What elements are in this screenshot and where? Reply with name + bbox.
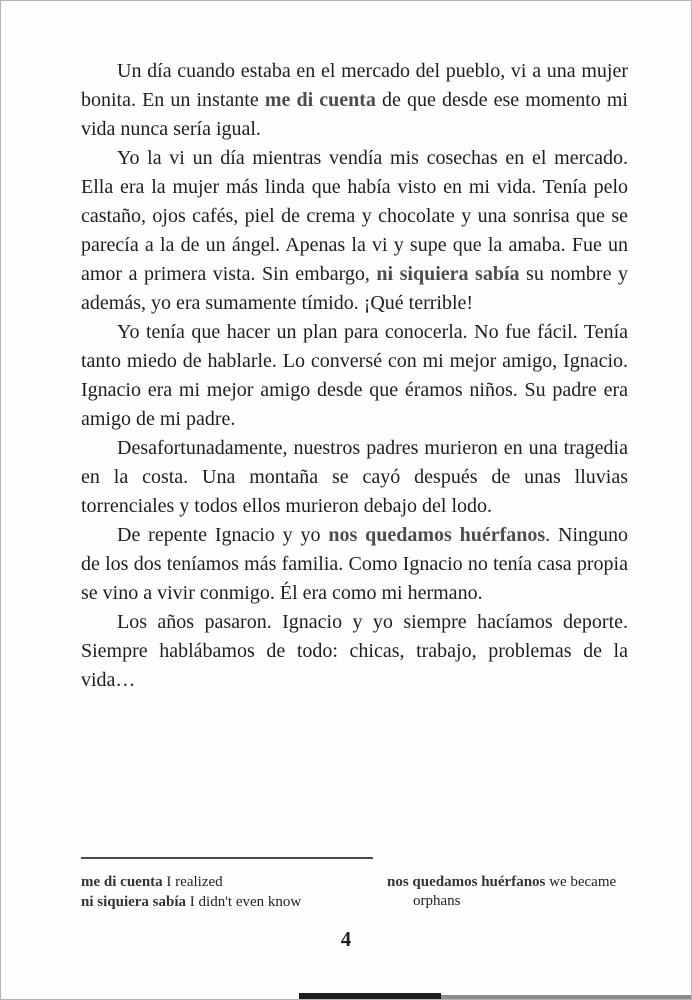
paragraph (81, 608, 628, 695)
glossary-term: ni siquiera sabía (81, 894, 187, 910)
glossary-term: nos quedamos huérfanos (387, 874, 546, 890)
paragraph (81, 57, 628, 144)
glossary-term: me di cuenta (81, 874, 163, 890)
paragraph (81, 144, 628, 318)
story-text-block (81, 57, 628, 695)
paragraph (81, 434, 628, 521)
paragraph (81, 318, 628, 434)
glossary-entry (387, 873, 629, 911)
glossary-definition: I didn't even know (186, 894, 302, 910)
glossary-footnotes (81, 873, 629, 913)
glossary-entry (81, 873, 387, 892)
page-number: 4 (340, 927, 352, 951)
glossed-phrase: me di cuenta (264, 89, 376, 111)
text-run: . Ninguno de los dos teníamos más familia. Como Ignacio no tenía casa propia se vino a vivir conmigo. Él era como mi hermano. (81, 524, 629, 604)
paragraph (81, 521, 628, 608)
text-run: Un día cuando estaba en el mercado del pueblo, vi a una mujer bonita. En un instante (81, 60, 628, 111)
text-run: Yo tenía que hacer un plan para conocerla. No fue fácil. Tenía tanto miedo de hablarle. Lo conversé con mi mejor amigo, Ignacio. Ignacio era mi mejor amigo desde que éramos niños. Su padre era amigo de mi padre. (81, 321, 628, 430)
glossed-phrase: nos quedamos huérfanos (328, 524, 546, 546)
glossed-phrase: ni siquiera sabía (376, 263, 520, 285)
text-run: su nombre y además, yo era sumamente tímido. ¡Qué terrible! (81, 263, 628, 314)
text-run: de que desde ese momento mi vida nunca sería igual. (81, 89, 628, 140)
scan-artifact-gray (441, 995, 692, 999)
text-run: Yo la vi un día mientras vendía mis cosechas en el mercado. Ella era la mujer más linda que había visto en mi vida. Tenía pelo castaño, ojos cafés, piel de crema y chocolate y una sonrisa que se parecía a la de un ángel. Apenas la vi y supe que la amaba. Fue un amor a primera vista. Sin embargo, (81, 147, 628, 285)
text-run: Los años pasaron. Ignacio y yo siempre hacíamos deporte. Siempre hablábamos de todo: chicas, trabajo, problemas de la vida… (81, 611, 628, 691)
glossary-column-left (81, 873, 387, 913)
footnote-divider (81, 857, 373, 859)
glossary-definition: I realized (162, 874, 223, 890)
glossary-entry (81, 893, 387, 912)
text-run: De repente Ignacio y yo (117, 524, 329, 546)
glossary-column-right (387, 873, 629, 913)
glossary-definition: we became orphans (413, 874, 617, 909)
scan-artifact-dark (299, 993, 441, 999)
text-run: Desafortunadamente, nuestros padres murieron en una tragedia en la costa. Una montaña se cayó después de unas lluvias torrenciales y todos ellos murieron debajo del lodo. (81, 437, 628, 517)
